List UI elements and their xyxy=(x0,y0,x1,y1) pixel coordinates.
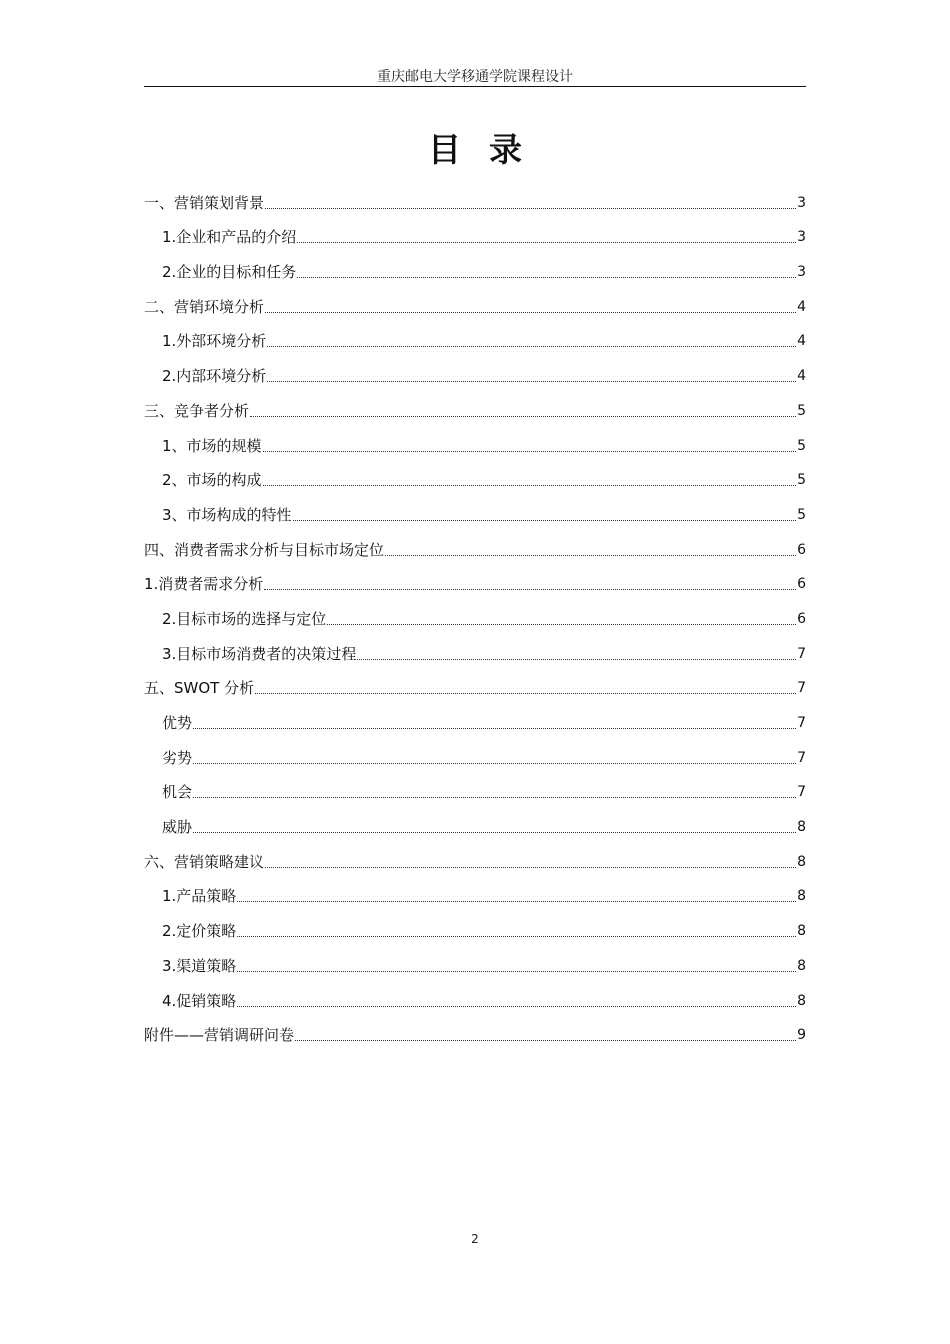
toc-entry-label: 1、市场的规模 xyxy=(162,436,262,455)
table-of-contents xyxy=(144,178,806,1045)
toc-entry-page: 9 xyxy=(797,1027,806,1044)
toc-entry-label: 1.外部环境分析 xyxy=(162,332,267,351)
toc-entry-page: 4 xyxy=(797,368,806,385)
toc-entry-label: 2.目标市场的选择与定位 xyxy=(162,609,327,628)
toc-dot-leader xyxy=(265,208,796,209)
toc-entry[interactable] xyxy=(144,421,806,456)
toc-entry[interactable] xyxy=(144,525,806,560)
toc-entry-label: 四、消费者需求分析与目标市场定位 xyxy=(144,540,385,559)
toc-entry-label: 1.企业和产品的介绍 xyxy=(162,228,297,247)
toc-entry[interactable] xyxy=(144,629,806,664)
toc-entry-page: 5 xyxy=(797,402,806,419)
toc-entry[interactable] xyxy=(144,768,806,803)
toc-entry[interactable] xyxy=(144,247,806,282)
toc-entry[interactable] xyxy=(144,802,806,837)
toc-entry-label: 1.产品策略 xyxy=(162,887,237,906)
toc-dot-leader xyxy=(193,797,796,798)
toc-dot-leader xyxy=(267,346,796,347)
toc-dot-leader xyxy=(237,971,796,972)
toc-entry-label: 优势 xyxy=(162,714,193,732)
toc-entry[interactable] xyxy=(144,976,806,1011)
toc-entry-label: 三、竞争者分析 xyxy=(144,401,250,420)
toc-entry-label: 3.渠道策略 xyxy=(162,956,237,975)
toc-entry-page: 3 xyxy=(797,194,806,211)
toc-entry[interactable] xyxy=(144,664,806,699)
toc-entry-label: 二、营销环境分析 xyxy=(144,297,265,316)
toc-dot-leader xyxy=(327,624,796,625)
toc-dot-leader xyxy=(193,728,796,729)
toc-entry-page: 6 xyxy=(797,610,806,627)
toc-entry[interactable] xyxy=(144,594,806,629)
toc-dot-leader xyxy=(267,381,796,382)
toc-entry-label: 六、营销策略建议 xyxy=(144,852,265,871)
toc-entry-page: 3 xyxy=(797,264,806,281)
toc-entry-page: 7 xyxy=(797,749,806,766)
toc-entry-label: 3、市场构成的特性 xyxy=(162,505,292,524)
toc-entry-page: 3 xyxy=(797,229,806,246)
toc-entry[interactable] xyxy=(144,941,806,976)
toc-title: 目录 xyxy=(428,130,550,169)
toc-entry-page: 7 xyxy=(797,645,806,662)
toc-entry-label: 威胁 xyxy=(162,818,193,837)
header-divider xyxy=(144,86,806,87)
toc-entry[interactable] xyxy=(144,351,806,386)
toc-entry-label: 2.内部环境分析 xyxy=(162,367,267,386)
toc-dot-leader xyxy=(255,693,796,694)
toc-entry-page: 5 xyxy=(797,506,806,523)
toc-entry[interactable] xyxy=(144,386,806,421)
toc-dot-leader xyxy=(250,416,796,417)
toc-entry[interactable] xyxy=(144,456,806,491)
toc-entry-page: 7 xyxy=(797,715,806,731)
toc-dot-leader xyxy=(263,451,797,452)
toc-entry[interactable] xyxy=(144,282,806,317)
toc-entry[interactable] xyxy=(144,317,806,352)
toc-entry-label: 4.促销策略 xyxy=(162,991,237,1010)
toc-entry-label: 2、市场的构成 xyxy=(162,471,262,490)
toc-entry[interactable] xyxy=(144,837,806,872)
toc-entry-page: 4 xyxy=(797,333,806,350)
toc-dot-leader xyxy=(237,1006,796,1007)
toc-entry-page: 8 xyxy=(797,923,806,940)
toc-entry-page: 8 xyxy=(797,957,806,974)
toc-entry-page: 8 xyxy=(797,992,806,1009)
toc-entry-label: 附件——营销调研问卷 xyxy=(144,1026,295,1045)
toc-entry-label: 2.定价策略 xyxy=(162,922,237,941)
toc-entry-page: 6 xyxy=(797,541,806,558)
page-header-title: 重庆邮电大学移通学院课程设计 xyxy=(377,69,573,85)
toc-entry-page: 7 xyxy=(797,680,806,697)
toc-entry-label: 3.目标市场消费者的决策过程 xyxy=(162,644,357,663)
page-number: 2 xyxy=(471,1232,479,1246)
toc-entry-label: 机会 xyxy=(162,783,193,802)
toc-dot-leader xyxy=(265,312,796,313)
toc-entry-label: 五、SWOT 分析 xyxy=(144,679,255,698)
toc-dot-leader xyxy=(293,520,797,521)
toc-entry-page: 5 xyxy=(797,437,806,454)
toc-dot-leader xyxy=(193,832,796,833)
toc-dot-leader xyxy=(264,589,796,590)
toc-entry[interactable] xyxy=(144,178,806,213)
toc-entry[interactable] xyxy=(144,906,806,941)
toc-entry-label: 1.消费者需求分析 xyxy=(144,575,264,594)
toc-entry-label: 劣势 xyxy=(162,748,193,767)
toc-dot-leader xyxy=(193,763,796,764)
toc-dot-leader xyxy=(385,555,796,556)
toc-entry-page: 7 xyxy=(797,784,806,801)
toc-dot-leader xyxy=(297,277,796,278)
toc-entry-label: 2.企业的目标和任务 xyxy=(162,263,297,282)
toc-entry-page: 5 xyxy=(797,472,806,489)
toc-dot-leader xyxy=(237,901,796,902)
toc-entry[interactable] xyxy=(144,490,806,525)
toc-entry[interactable] xyxy=(144,733,806,768)
toc-dot-leader xyxy=(265,867,796,868)
toc-entry[interactable] xyxy=(144,213,806,248)
toc-entry-label: 一、营销策划背景 xyxy=(144,193,265,212)
toc-dot-leader xyxy=(295,1040,796,1041)
toc-entry[interactable] xyxy=(144,872,806,907)
toc-entry-page: 8 xyxy=(797,888,806,905)
toc-entry[interactable] xyxy=(144,560,806,595)
toc-dot-leader xyxy=(263,485,797,486)
toc-entry-page: 6 xyxy=(797,576,806,593)
toc-entry-page: 8 xyxy=(797,853,806,870)
toc-dot-leader xyxy=(357,659,796,660)
toc-entry[interactable] xyxy=(144,698,806,733)
toc-entry-page: 8 xyxy=(797,819,806,836)
toc-dot-leader xyxy=(237,936,796,937)
toc-entry-page: 4 xyxy=(797,298,806,315)
toc-entry[interactable] xyxy=(144,1011,806,1046)
toc-dot-leader xyxy=(297,242,796,243)
